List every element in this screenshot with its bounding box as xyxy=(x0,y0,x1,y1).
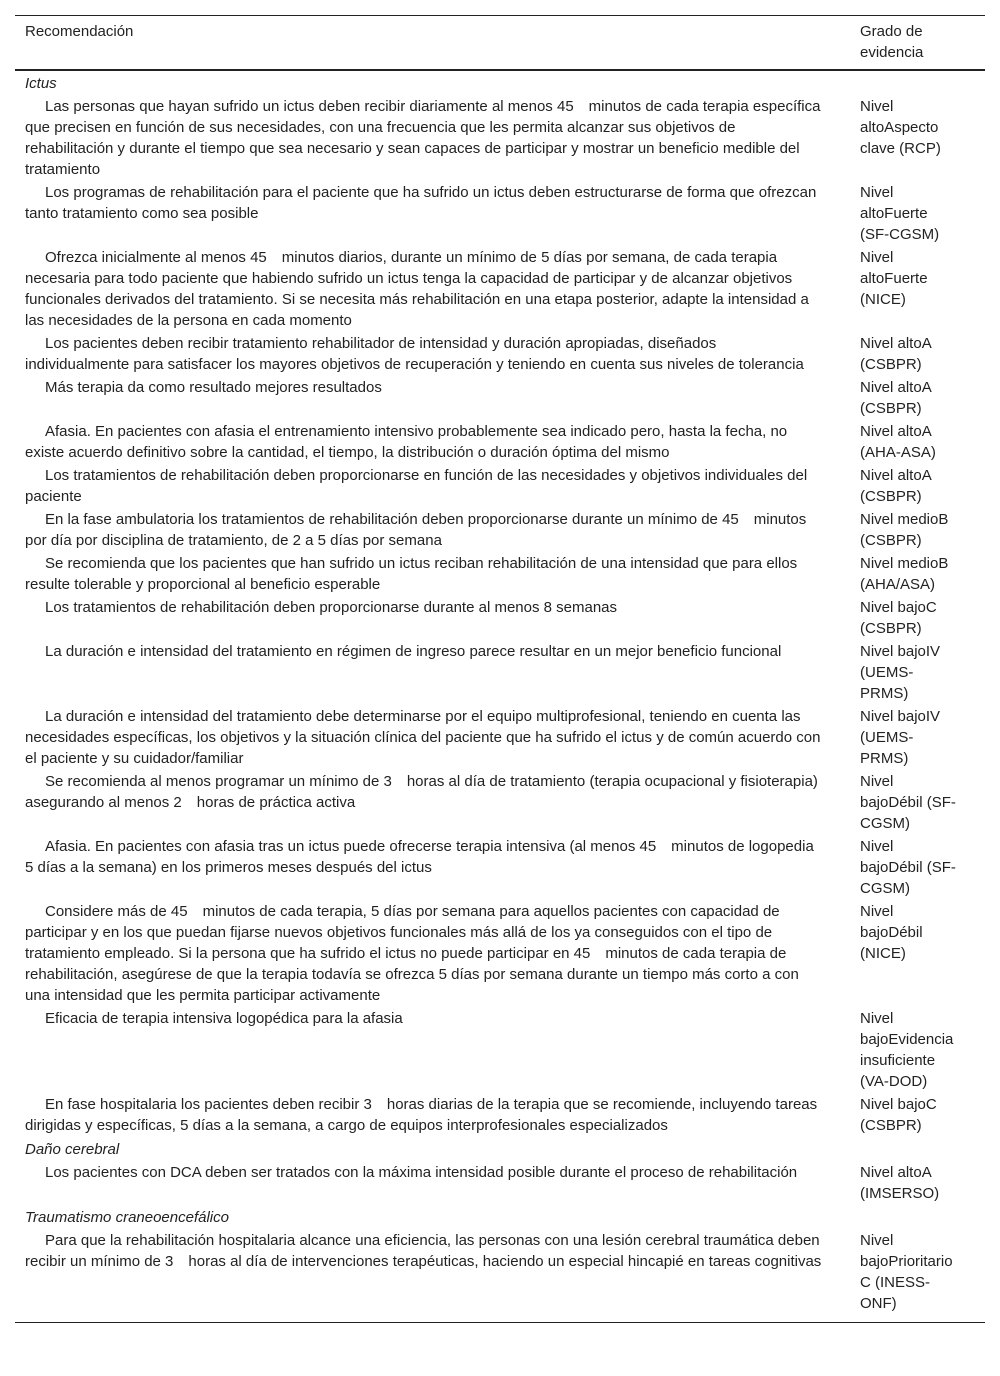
table-body xyxy=(15,70,985,1323)
table-row xyxy=(15,181,985,246)
evidence-grade: Nivel altoFuerte (SF-CGSM) xyxy=(860,184,940,243)
evidence-grade: Nivel altoAspecto clave (RCP) xyxy=(860,98,941,157)
table-row xyxy=(15,1161,985,1205)
section-title: Daño cerebral xyxy=(25,1141,120,1158)
recommendation-text: La duración e intensidad del tratamiento debe determinarse por el equipo multiprofesional, teniendo en cuenta las necesidades específicas, los objetivos y la situación clínica del paciente que ha sufrido el ictus y de común acuerdo con el paciente y su cuidador/familiar xyxy=(25,708,821,767)
recommendation-text: Los tratamientos de rehabilitación deben proporcionarse durante al menos 8 semanas xyxy=(45,599,618,616)
table-row xyxy=(15,1007,985,1093)
table-header-row xyxy=(15,16,985,71)
table-row xyxy=(15,332,985,376)
evidence-grade: Nivel bajoC (CSBPR) xyxy=(860,599,937,637)
evidence-grade: Nivel bajoDébil (NICE) xyxy=(860,903,923,962)
evidence-grade: Nivel bajoIV (UEMS-PRMS) xyxy=(860,708,941,767)
recommendation-text: Los pacientes con DCA deben ser tratados con la máxima intensidad posible durante el proceso de rehabilitación xyxy=(45,1164,798,1181)
recommendation-text: Afasia. En pacientes con afasia el entrenamiento intensivo probablemente sea indicado pero, hasta la fecha, no existe acuerdo definitivo sobre la cantidad, el tiempo, la distribución o duración óptima del mismo xyxy=(25,423,788,461)
evidence-grade: Nivel bajoIV (UEMS-PRMS) xyxy=(860,643,941,702)
evidence-grade: Nivel altoFuerte (NICE) xyxy=(860,249,928,308)
evidence-grade: Nivel bajoDébil (SF-CGSM) xyxy=(860,838,956,897)
table-row xyxy=(15,95,985,181)
header-recommendation: Recomendación xyxy=(25,23,134,40)
evidence-grade: Nivel medioB (CSBPR) xyxy=(860,511,949,549)
table-row xyxy=(15,640,985,705)
table-row xyxy=(15,552,985,596)
evidence-grade: Nivel medioB (AHA/ASA) xyxy=(860,555,949,593)
evidence-grade: Nivel bajoDébil (SF-CGSM) xyxy=(860,773,956,832)
recommendation-text: Considere más de 45 minutos de cada terapia, 5 días por semana para aquellos pacientes con capacidad de participar y en los que puedan fijarse nuevos objetivos funcionales más allá de los ya conseguidos con el tipo de tratamiento empleado. Si la persona que ha sufrido el ictus no puede participar en 45 minutos de cada terapia de rehabilitación, asegúrese de que la terapia todavía se ofrezca 5 días por semana durante un tiempo más corto a con una intensidad que les permita participar activamente xyxy=(25,903,799,1004)
recommendation-text: Las personas que hayan sufrido un ictus deben recibir diariamente al menos 45 minutos de cada terapia específica que precisen en función de sus necesidades, con una frecuencia que les permita alcanzar sus objetivos de rehabilitación y durante el tiempo que sea necesario y sean capaces de participar y mostrar un beneficio medible del tratamiento xyxy=(25,98,821,178)
section-row xyxy=(15,70,985,95)
recommendation-text: Se recomienda que los pacientes que han sufrido un ictus reciban rehabilitación de una intensidad que para ellos resulte tolerable y proporcional al beneficio esperable xyxy=(25,555,798,593)
evidence-grade: Nivel altoA (AHA-ASA) xyxy=(860,423,936,461)
recommendation-text: Eficacia de terapia intensiva logopédica para la afasia xyxy=(45,1010,403,1027)
recommendations-table xyxy=(15,15,985,1323)
table-row xyxy=(15,1093,985,1137)
recommendation-text: En fase hospitalaria los pacientes deben recibir 3 horas diarias de la terapia que se recomiende, incluyendo tareas dirigidas y específicas, 5 días a la semana, a cargo de equipos interprofesionales especializados xyxy=(25,1096,818,1134)
section-title: Ictus xyxy=(25,75,57,92)
recommendation-text: Los tratamientos de rehabilitación deben proporcionarse en función de las necesidades y objetivos individuales del paciente xyxy=(25,467,808,505)
table-row xyxy=(15,464,985,508)
evidence-grade: Nivel bajoC (CSBPR) xyxy=(860,1096,937,1134)
evidence-grade: Nivel altoA (CSBPR) xyxy=(860,335,931,373)
recommendation-text: Más terapia da como resultado mejores resultados xyxy=(45,379,382,396)
recommendation-text: Los pacientes deben recibir tratamiento rehabilitador de intensidad y duración apropiadas, diseñados individualmente para satisfacer los mayores objetivos de recuperación y teniendo en cuenta sus niveles de tolerancia xyxy=(25,335,804,373)
table-row xyxy=(15,705,985,770)
table-row xyxy=(15,770,985,835)
table-row xyxy=(15,900,985,1007)
recommendation-text: La duración e intensidad del tratamiento en régimen de ingreso parece resultar en un mejor beneficio funcional xyxy=(45,643,782,660)
table-row xyxy=(15,420,985,464)
table-row xyxy=(15,246,985,332)
table-row xyxy=(15,508,985,552)
evidence-grade: Nivel bajoEvidencia insuficiente (VA-DOD) xyxy=(860,1010,954,1090)
recommendation-text: Se recomienda al menos programar un mínimo de 3 horas al día de tratamiento (terapia ocupacional y fisioterapia) asegurando al menos 2 horas de práctica activa xyxy=(25,773,818,811)
table-row xyxy=(15,835,985,900)
section-title: Traumatismo craneoencefálico xyxy=(25,1209,229,1226)
evidence-grade: Nivel altoA (CSBPR) xyxy=(860,379,931,417)
header-grade: Grado de evidencia xyxy=(860,23,924,61)
recommendation-text: Ofrezca inicialmente al menos 45 minutos diarios, durante un mínimo de 5 días por semana, de cada terapia necesaria para todo paciente que habiendo sufrido un ictus tenga la capacidad de participar y de alcanzar objetivos funcionales derivados del tratamiento. Si se necesita más rehabilitación en una etapa posterior, adapte la intensidad a las necesidades de la persona en cada momento xyxy=(25,249,809,329)
section-row xyxy=(15,1137,985,1161)
recommendation-text: Para que la rehabilitación hospitalaria alcance una eficiencia, las personas con una lesión cerebral traumática deben recibir un mínimo de 3 horas al día de intervenciones terapéuticas, haciendo un especial hincapié en tareas cognitivas xyxy=(25,1232,822,1270)
table-row xyxy=(15,376,985,420)
evidence-grade: Nivel altoA (IMSERSO) xyxy=(860,1164,940,1202)
evidence-grade: Nivel altoA (CSBPR) xyxy=(860,467,931,505)
recommendation-text: Los programas de rehabilitación para el paciente que ha sufrido un ictus deben estructurarse de forma que ofrezcan tanto tratamiento como sea posible xyxy=(25,184,817,222)
recommendation-text: Afasia. En pacientes con afasia tras un ictus puede ofrecerse terapia intensiva (al menos 45 minutos de logopedia 5 días a la semana) en los primeros meses después del ictus xyxy=(25,838,814,876)
section-row xyxy=(15,1205,985,1229)
recommendation-text: En la fase ambulatoria los tratamientos de rehabilitación deben proporcionarse durante un mínimo de 45 minutos por día por disciplina de tratamiento, de 2 a 5 días por semana xyxy=(25,511,807,549)
evidence-grade: Nivel bajoPrioritario C (INESS-ONF) xyxy=(860,1232,953,1312)
table-row xyxy=(15,1229,985,1323)
table-row xyxy=(15,596,985,640)
